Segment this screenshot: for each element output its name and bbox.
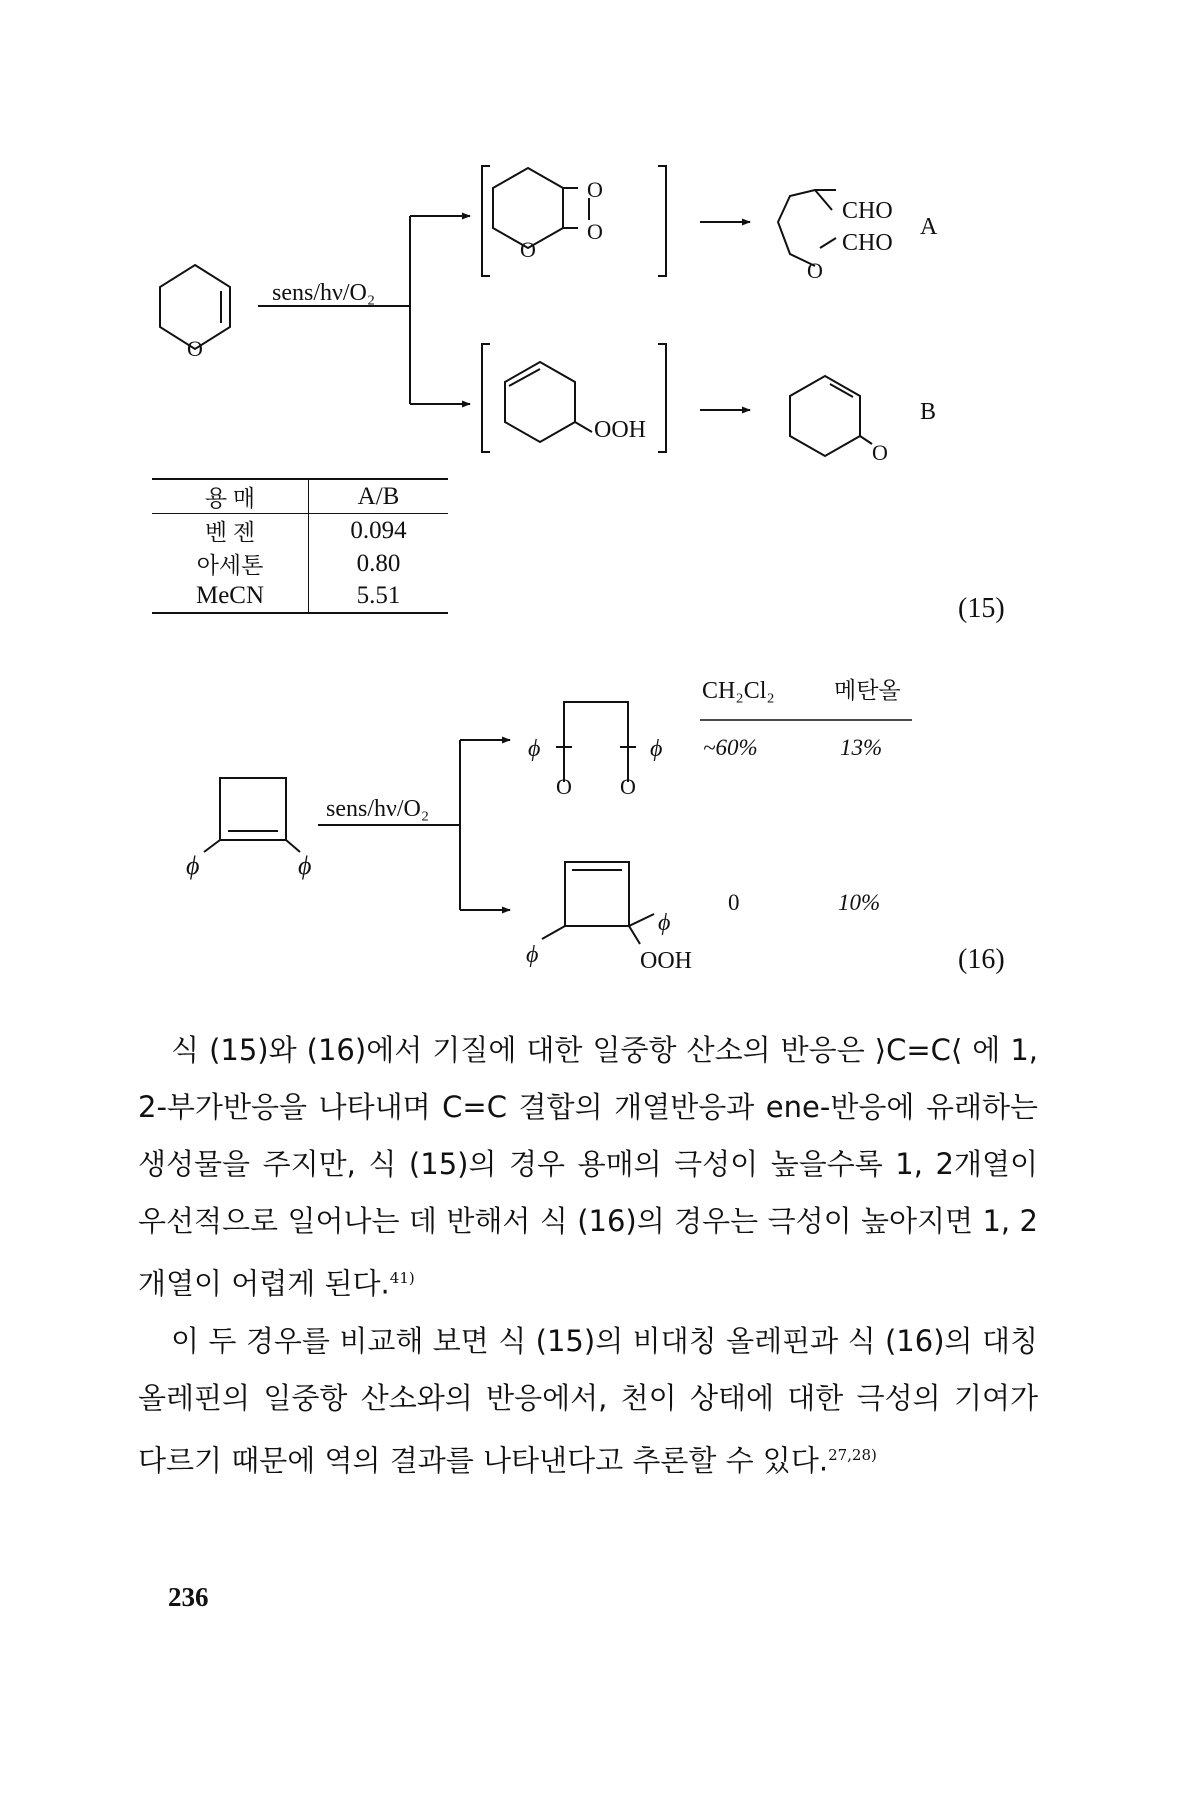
table-header-solvent: 용 매: [152, 479, 309, 514]
reactant-ring-oxygen: O: [187, 336, 203, 361]
dioxetane-ring-oxygen: O: [520, 237, 536, 262]
table-cell-ratio: 0.094: [350, 516, 407, 544]
diketone-oxygen-right: O: [620, 774, 636, 799]
diketone-product: [564, 702, 628, 782]
body-text: [138, 1022, 1038, 1489]
product1-yield-methanol: 13%: [840, 735, 883, 760]
equation-number-15: (15): [958, 593, 1005, 624]
table-cell-ratio: 0.80: [356, 549, 401, 577]
product1-yield-dichloromethane: ~60%: [703, 735, 758, 760]
page-number: 236: [168, 1582, 209, 1612]
cyclohexenone-product-b: [790, 376, 860, 456]
dioxetane-oxygen-1: O: [587, 177, 603, 202]
product-a-cho-1: CHO: [842, 198, 893, 224]
table-header-ratio: A/B: [309, 479, 449, 514]
column-header-dichloromethane: CH₂Cl₂: [702, 678, 775, 704]
hydroperoxide-label-15: OOH: [594, 417, 646, 443]
reactant-phenyl-left: ϕ: [186, 851, 200, 880]
cyclohexenyl-hydroperoxide-intermediate: [505, 362, 575, 442]
hydroperoxide-phenyl-right: ϕ: [658, 910, 671, 936]
paragraph-1: [138, 1022, 1038, 1313]
reference-27-28: 27,28): [828, 1445, 877, 1464]
dialdehyde-product-a: [778, 190, 832, 266]
reference-41: 41): [389, 1269, 415, 1287]
table-cell-ratio: 5.51: [356, 582, 401, 609]
table-cell-solvent: 벤 젠: [152, 514, 309, 548]
diketone-phenyl-right: ϕ: [650, 736, 663, 762]
paragraph-1-text: 식 (15)와 (16)에서 기질에 대한 일중항 산소의 반응은 ⟩C=C⟨ 에 1, 2-부가반응을 나타내며 C=C 결합의 개열반응과 ene-반응에 유래하는 생성물을 주지만, 식 (15)의 경우 용매의 극성이 높을수록 1, 2개열이 우선적으로 일어나는 데 반해서 식 (16)의 경우는 극성이 높아지면 1, 2개열이 어렵게 된다.: [138, 1033, 1038, 1301]
equation-number-16: (16): [958, 944, 1005, 975]
product-a-ring-oxygen: O: [807, 258, 823, 283]
table-cell-solvent: 아세톤: [152, 547, 309, 580]
product2-yield-dichloromethane: 0: [728, 890, 740, 915]
paragraph-2: [138, 1313, 1038, 1490]
column-header-methanol: 메탄올: [834, 678, 901, 704]
table-header-row: [152, 479, 448, 514]
table-cell-solvent: MeCN: [152, 580, 309, 613]
product-b-label: B: [920, 399, 937, 425]
solvent-ratio-table: [152, 478, 448, 614]
product-a-cho-2: CHO: [842, 230, 893, 256]
hydroperoxide-label-16: OOH: [640, 948, 692, 974]
product-a-label: A: [920, 214, 938, 240]
hydroperoxy-cyclobutene-product: [565, 862, 629, 926]
diketone-phenyl-left: ϕ: [528, 736, 541, 762]
product2-yield-methanol: 10%: [838, 890, 881, 915]
reactant-phenyl-right: ϕ: [298, 851, 312, 880]
product-b-carbonyl-oxygen: O: [872, 440, 888, 465]
dioxetane-intermediate: [493, 168, 563, 248]
dioxetane-oxygen-2: O: [587, 219, 603, 244]
diketone-oxygen-left: O: [556, 774, 572, 799]
paragraph-2-text: 이 두 경우를 비교해 보면 식 (15)의 비대칭 올레핀과 식 (16)의 대칭 올레핀의 일중항 산소와의 반응에서, 천이 상태에 대한 극성의 기여가 다르기 때문에 역의 결과를 나타낸다고 추론할 수 있다.: [138, 1323, 1038, 1478]
table-row: [152, 547, 448, 580]
table-row: [152, 580, 448, 613]
table-row: [152, 514, 448, 548]
condition-label-16: sens/hν/O₂: [326, 796, 430, 822]
condition-label-15: sens/hν/O₂: [272, 280, 376, 306]
hydroperoxide-phenyl-left: ϕ: [526, 942, 539, 968]
